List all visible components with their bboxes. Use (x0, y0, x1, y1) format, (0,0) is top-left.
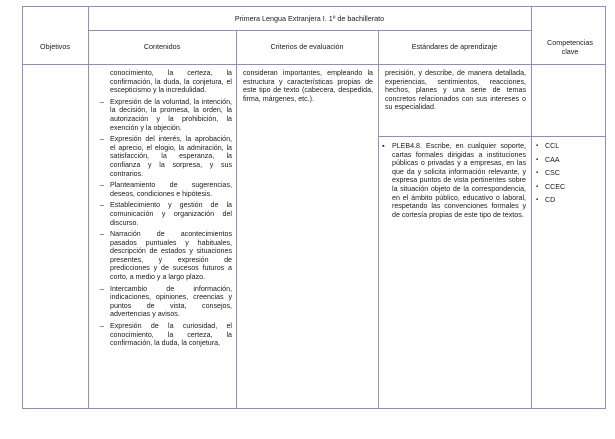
criterios-cell: consideran importantes, empleando la estructura y características propias de este tipo de texto (cabecera, despedida, firma, márgenes, etc.). (243, 69, 373, 103)
dash-bullet: – (100, 181, 104, 190)
col-divider-2 (236, 30, 237, 409)
header-competencias: Competencias clave (547, 38, 593, 56)
square-bullet: ▪ (536, 143, 539, 149)
list-item: ▪ CCL (536, 142, 560, 150)
title-row-divider (88, 30, 531, 31)
header-criterios: Criterios de evaluación (270, 42, 344, 51)
list-item: ▪ PLEB4.8. Escribe, en cualquier soporte, cartas formales dirigidas a instituciones públicas o privadas y a empresas, en las que da y solicita información relevante, y expresa puntos de vista pertinentes sobre la situación objeto de la correspondencia, en el ámbito público, educativo o laboral, respetando las convenciones formales y de cortesía propias de este tipo de textos. (382, 142, 526, 219)
dash-bullet: – (100, 201, 104, 210)
list-item: – Expresión de la curiosidad, el conocimiento, la certeza, la confirmación, la duda, la conjetura, (100, 322, 232, 348)
curriculum-table (22, 6, 606, 409)
header-row-divider (22, 64, 606, 65)
contenidos-cell (100, 69, 232, 351)
list-item: – Intercambio de información, indicaciones, opiniones, creencias y puntos de vista, consejos, advertencias y avisos. (100, 284, 232, 319)
col-divider-4 (531, 6, 532, 409)
dash-bullet: – (100, 97, 104, 106)
list-item: – Expresión del interés, la aprobación, el aprecio, el elogio, la admiración, la satisfacción, la esperanza, la confianza y la sorpresa, y sus contrarios. (100, 135, 232, 178)
col-divider-1 (88, 6, 89, 409)
estandares-intro: precisión, y describe, de manera detallada, experiencias, sentimientos, reacciones, hechos, planes y una serie de temas concretos relacionados con sus intereses o su especialidad. (385, 69, 526, 112)
table-border-left (22, 6, 23, 409)
table-border-bottom (22, 408, 606, 409)
square-bullet: ▪ (536, 183, 539, 190)
table-border-right (605, 6, 606, 409)
list-item: ▪ CD (536, 196, 556, 205)
table-border-top (22, 6, 606, 7)
square-bullet: ▪ (536, 197, 539, 204)
square-bullet: ▪ (382, 142, 385, 150)
col-divider-3 (378, 30, 379, 409)
square-bullet: ▪ (536, 170, 539, 177)
estandares-cell (382, 142, 526, 222)
square-bullet: ▪ (536, 156, 539, 163)
header-objetivos: Objetivos (40, 42, 70, 51)
competencias-cell (536, 142, 600, 210)
contenidos-intro: conocimiento, la certeza, la confirmación, la duda, la conjetura, el escepticismo y la incredulidad. (110, 69, 232, 95)
list-item: – Narración de acontecimientos pasados puntuales y habituales, descripción de estados y situaciones presentes, y expresión de predicciones y de sucesos futuros a corto, a medio y a largo plazo. (100, 230, 232, 282)
contenidos-list (100, 98, 232, 348)
list-item: – Expresión de la voluntad, la intención, la decisión, la promesa, la orden, la autorización y la prohibición, la exención y la objeción. (100, 97, 232, 132)
dash-bullet: – (100, 135, 104, 144)
list-item: ▪ CSC (536, 169, 560, 178)
list-item: ▪ CAA (536, 155, 560, 164)
table-title: Primera Lengua Extranjera I. 1º de bachillerato (234, 14, 385, 23)
estandares-row-divider (378, 136, 606, 137)
list-item: ▪ CCEC (536, 182, 566, 191)
header-contenidos: Contenidos (143, 42, 181, 51)
dash-bullet: – (100, 230, 104, 239)
dash-bullet: – (100, 322, 104, 331)
list-item: – Planteamiento de sugerencias, deseos, condiciones e hipótesis. (100, 181, 232, 198)
dash-bullet: – (100, 284, 104, 293)
list-item: – Establecimiento y gestión de la comunicación y organización del discurso. (100, 201, 232, 227)
header-estandares: Estándares de aprendizaje (411, 42, 498, 51)
